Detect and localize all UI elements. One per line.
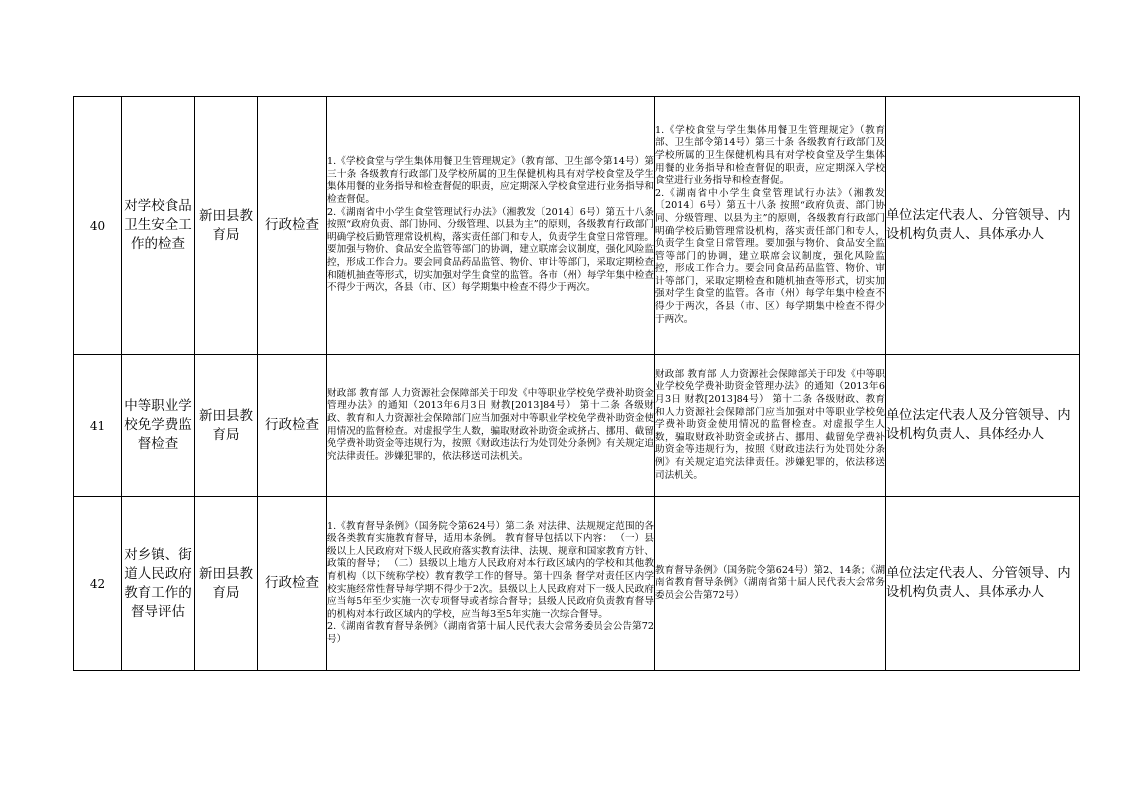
inspection-item: 对乡镇、街道人民政府教育工作的督导评估 [122, 497, 195, 671]
legal-basis-detail [655, 97, 886, 355]
legal-basis [327, 497, 655, 671]
legal-basis-detail [655, 497, 886, 671]
row-number: 42 [74, 497, 122, 671]
legal-basis-text: 1.《教育督导条例》（国务院令第624号）第二条 对法律、法规规定范围的各级各类教育实施教育督导，适用本条例。 教育督导包括以下内容： （一）县级以上人民政府对下级人民政府落实教育法律、法规、规章和国家教育方针、政策的督导； （二）县级以上地方人民政府对本行政区域内的学校和其他教育机构（以下统称学校）教育教学工作的督导。第十四条 督学对责任区内学校实施经常性督导每学期不得少于2次。县级以上人民政府对下一级人民政府应当每5年至少实施一次专项督导或者综合督导；县级人民政府负责教育督导的机构对本行政区域内的学校，应当每3至5年实施一次综合督导。 2.《湖南省教育督导条例》（湖南省第十届人民代表大会常务委员会公告第72号） [327, 520, 654, 645]
responsible-persons: 单位法定代表人、分管领导、内设机构负责人、具体承办人 [886, 97, 1080, 355]
department: 新田县教育局 [195, 497, 258, 671]
legal-basis-detail-text: 1.《学校食堂与学生集体用餐卫生管理规定》（教育部、卫生部令第14号）第三十条 各级教育行政部门及学校所属的卫生保健机构具有对学校食堂及学生集体用餐的业务指导和检查督促的职责，应定期深入学校食堂进行业务指导和检查督促。 2.《湖南省中小学生食堂管理试行办法》（湘教发〔2014〕6号）第五十八条 按照“政府负责、部门协同、分级管理、以县为主”的原则，各级教育行政部门明确学校后勤管理常设机构，落实责任部门和专人，负责学生食堂日常管理。要加强与物价、食品安全监管等部门的协调，建立联席会议制度，强化风险监控，形成工作合力。要会同食品药品监管、物价、审计等部门，采取定期检查和随机抽查等形式，切实加强对学生食堂的监管。各市（州）每学年集中检查不得少于两次，各县（市、区）每学期集中检查不得少于两次。 [655, 124, 885, 325]
inspection-item: 中等职业学校免学费监督检查 [122, 355, 195, 497]
action-type: 行政检查 [258, 355, 327, 497]
inspection-item: 对学校食品卫生安全工作的检查 [122, 97, 195, 355]
legal-basis-text: 1.《学校食堂与学生集体用餐卫生管理规定》（教育部、卫生部令第14号）第三十条 各级教育行政部门及学校所属的卫生保健机构具有对学校食堂及学生集体用餐的业务指导和检查督促的职责，应定期深入学校食堂进行业务指导和检查督促。 2.《湖南省中小学生食堂管理试行办法》（湘教发〔2014〕6号）第五十八条 按照“政府负责、部门协同、分级管理、以县为主”的原则，各级教育行政部门明确学校后勤管理常设机构，落实责任部门和专人，负责学生食堂日常管理。要加强与物价、食品安全监管等部门的协调，建立联席会议制度，强化风险监控，形成工作合力。要会同食品药品监管、物价、审计等部门，采取定期检查和随机抽查等形式，切实加强对学生食堂的监管。各市（州）每学年集中检查不得少于两次，各县（市、区）每学期集中检查不得少于两次。 [327, 156, 654, 294]
legal-basis [327, 97, 655, 355]
responsible-persons: 单位法定代表人及分管领导、内设机构负责人、具体经办人 [886, 355, 1080, 497]
legal-basis [327, 355, 655, 497]
legal-basis-text: 财政部 教育部 人力资源社会保障部关于印发《中等职业学校免学费补助资金管理办法》的通知（2013年6月3日 财教[2013]84号） 第十二条 各级财政、教育和人力资源社会保障部门应当加强对中等职业学校免学费补助资金使用情况的监督检查。对虚报学生人数，骗取财政补助资金或挤占、挪用、截留免学费补助资金等违规行为，按照《财政违法行为处罚处分条例》有关规定追究法律责任。涉嫌犯罪的，依法移送司法机关。 [327, 387, 654, 462]
row-number: 40 [74, 97, 122, 355]
row-number: 41 [74, 355, 122, 497]
action-type: 行政检查 [258, 497, 327, 671]
department: 新田县教育局 [195, 97, 258, 355]
legal-basis-detail [655, 355, 886, 497]
inspection-table [73, 96, 1080, 671]
table-row [74, 97, 1080, 355]
responsible-persons: 单位法定代表人、分管领导、内设机构负责人、具体承办人 [886, 497, 1080, 671]
legal-basis-detail-text: 教育督导条例》（国务院令第624号）第2、14条；《湖南省教育督导条例》（湖南省第十届人民代表大会常务委员会公告第72号） [655, 564, 885, 601]
legal-basis-detail-text: 财政部 教育部 人力资源社会保障部关于印发《中等职业学校免学费补助资金管理办法》的通知（2013年6月3日 财教[2013]84号） 第十二条 各级财政、教育和人力资源社会保障部门应当加强对中等职业学校免学费补助资金使用情况的监督检查。对虚报学生人数，骗取财政补助资金或挤占、挪用、截留免学费补助资金等违规行为，按照《财政违法行为处罚处分条例》有关规定追究法律责任。涉嫌犯罪的，依法移送司法机关。 [655, 368, 885, 481]
department: 新田县教育局 [195, 355, 258, 497]
action-type: 行政检查 [258, 97, 327, 355]
table-row [74, 355, 1080, 497]
table-row [74, 497, 1080, 671]
